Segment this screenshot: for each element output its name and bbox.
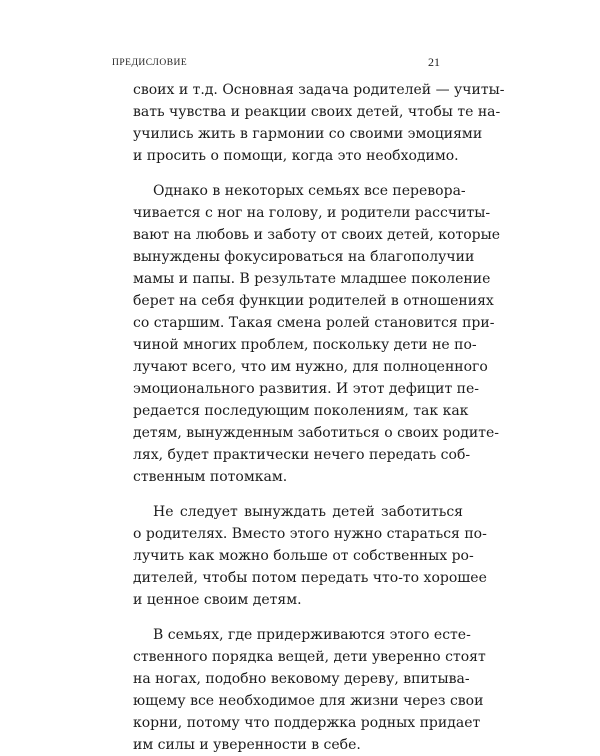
text-line: лях, будет практически нечего передать соб- [133,447,471,463]
text-line: В семьях, где придерживаются этого есте- [153,627,471,643]
text-line: вать чувства и реакции своих детей, чтобы те на- [133,104,501,120]
text-line: Не следует вынуждать детей заботиться [153,504,463,520]
text-line: дителей, чтобы потом передать что-то хорошее [133,570,487,586]
text-line: ственного порядка вещей, дети уверенно стоят [133,649,486,665]
text-line: о родителях. Вместо этого нужно стараться по- [133,526,487,542]
text-line: лучают всего, что им нужно, для полноценного [133,359,488,375]
text-line: со старшим. Такая смена ролей становится при- [133,315,495,331]
paragraph-1 [133,79,505,167]
text-line: корни, потому что поддержка родных придает [133,715,481,731]
text-line: берет на себя функции родителей в отношениях [133,293,494,309]
text-line: вынуждены фокусироваться на благополучии [133,249,475,265]
text-line: чивается с ног на голову, и родители рассчиты- [133,205,491,221]
text-line: вают на любовь и заботу от своих детей, которые [133,227,501,243]
text-line: и ценное своим детям. [133,592,302,608]
text-line: ющему все необходимое для жизни через свои [133,693,484,709]
paragraph-2 [133,180,501,488]
text-line: лучить как можно больше от собственных ро- [133,548,474,564]
text-line: им силы и уверенности в себе. [133,737,361,753]
text-line: на ногах, подобно вековому дереву, впитыва- [133,671,470,687]
text-line: мамы и папы. В результате младшее поколение [133,271,491,287]
text-line: редается последующим поколениям, так как [133,403,469,419]
text-line: чиной многих проблем, поскольку дети не по- [133,337,477,353]
text-line: эмоционального развития. И этот дефицит пе- [133,381,479,397]
paragraph-3 [133,501,487,611]
text-line: ственным потомкам. [133,469,288,485]
body-text [133,79,505,756]
text-line: Однако в некоторых семьях все перевора- [153,183,466,199]
text-line: и просить о помощи, когда это необходимо. [133,148,459,164]
text-line: своих и т.д. Основная задача родителей — учиты- [133,82,505,98]
paragraph-4 [133,624,486,756]
text-line: учились жить в гармонии со своими эмоциями [133,126,483,142]
page-number: 21 [428,55,440,69]
text-line: детям, вынужденным заботиться о своих родите- [133,425,500,441]
running-head: ПРЕДИСЛОВИЕ [112,58,188,68]
